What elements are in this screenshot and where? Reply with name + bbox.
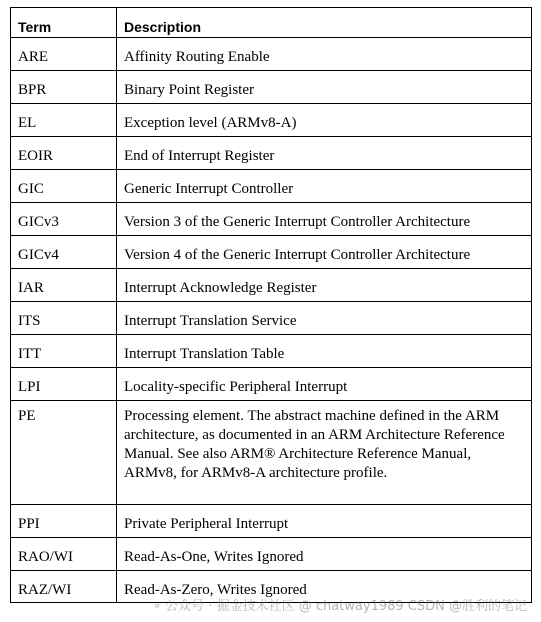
table-row [11, 505, 532, 538]
term-cell: GIC [11, 170, 117, 203]
term-cell: IAR [11, 269, 117, 302]
term-cell: EOIR [11, 137, 117, 170]
description-cell: Locality-specific Peripheral Interrupt [117, 368, 532, 401]
term-cell: ITT [11, 335, 117, 368]
description-cell: Binary Point Register [117, 71, 532, 104]
column-header-description: Description [117, 8, 532, 38]
description-cell: Private Peripheral Interrupt [117, 505, 532, 538]
term-cell: PPI [11, 505, 117, 538]
table-row [11, 302, 532, 335]
table-row [11, 71, 532, 104]
table-row [11, 236, 532, 269]
description-cell: Affinity Routing Enable [117, 38, 532, 71]
term-cell: LPI [11, 368, 117, 401]
term-cell: GICv4 [11, 236, 117, 269]
table-row [11, 401, 532, 505]
table-row [11, 38, 532, 71]
description-cell: End of Interrupt Register [117, 137, 532, 170]
table-row [11, 538, 532, 571]
term-cell: ARE [11, 38, 117, 71]
description-cell: Processing element. The abstract machine defined in the ARM architecture, as documented in an ARM Architecture Reference Manual. See also ARM® Architecture Reference Manual, ARMv8, for ARMv8-A architecture profile. [117, 401, 532, 505]
column-header-term: Term [11, 8, 117, 38]
description-cell: Read-As-Zero, Writes Ignored [117, 571, 532, 603]
watermark [152, 595, 527, 614]
description-cell: Interrupt Translation Table [117, 335, 532, 368]
table-row [11, 203, 532, 236]
description-cell: Version 4 of the Generic Interrupt Controller Architecture [117, 236, 532, 269]
table-row [11, 335, 532, 368]
term-cell: GICv3 [11, 203, 117, 236]
table-row [11, 269, 532, 302]
description-cell: Read-As-One, Writes Ignored [117, 538, 532, 571]
term-cell: ITS [11, 302, 117, 335]
term-cell: PE [11, 401, 117, 505]
table-header-row [11, 8, 532, 38]
term-cell: EL [11, 104, 117, 137]
term-cell: BPR [11, 71, 117, 104]
term-cell: RAZ/WI [11, 571, 117, 603]
table-row [11, 368, 532, 401]
description-cell: Version 3 of the Generic Interrupt Controller Architecture [117, 203, 532, 236]
description-cell: Interrupt Translation Service [117, 302, 532, 335]
term-cell: RAO/WI [11, 538, 117, 571]
description-cell: Interrupt Acknowledge Register [117, 269, 532, 302]
table-row [11, 137, 532, 170]
description-cell: Exception level (ARMv8-A) [117, 104, 532, 137]
glossary-table [10, 7, 532, 603]
chat-icon: ⚬ [152, 599, 163, 613]
watermark-text: 公众号 · 掘金技术社区 @ chatway1989 CSDN @胜利的笔记 [165, 599, 527, 614]
table-row [11, 170, 532, 203]
description-cell: Generic Interrupt Controller [117, 170, 532, 203]
table-row [11, 104, 532, 137]
